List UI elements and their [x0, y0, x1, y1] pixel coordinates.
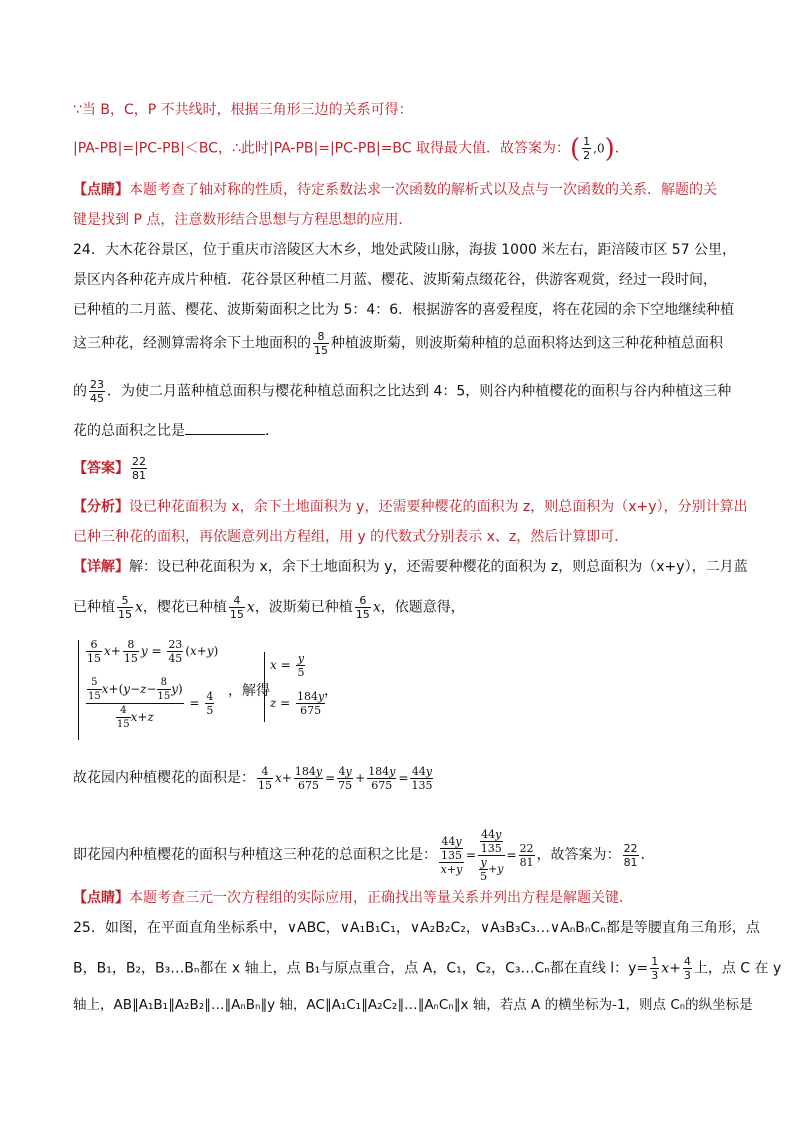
answer-line: 【答案】 $\frac{22}{81}$	[73, 455, 146, 482]
question-line: 景区内各种花卉成片种植．花谷景区种植二月蓝、樱花、波斯菊点缀花谷，供游客观赏，经过一段时间，	[73, 272, 717, 288]
solution-x: x = $\frac{y}{5}$	[270, 652, 305, 679]
solution-line: 【详解】解：设已种花面积为 x，余下土地面积为 y，还需要种樱花的面积为 z，则总面积为（x+y），二月蓝	[73, 559, 748, 575]
question-line: 花的总面积之比是 ．	[73, 420, 723, 441]
fraction: $\frac{1}{3}$	[651, 955, 659, 982]
fraction: $\frac{23}{45}$	[90, 378, 104, 405]
question-line: 的 $\frac{23}{45}$ ．为使二月蓝种植总面积与樱花种植总面积之比达到 4：5，则谷内种植樱花的面积与谷内种植这三种	[73, 378, 732, 405]
fraction: $\frac{22}{81}$	[623, 841, 638, 869]
left-brace	[78, 640, 79, 740]
fraction: $\frac{8}{15}$	[314, 330, 328, 357]
fraction: $\frac{6}{15}$	[355, 594, 370, 621]
area-line: 故花园内种植樱花的面积是： $\frac{4}{15}$ x+ $\frac{184y}{675}$ = $\frac{4y}{75}$ + $\frac{184y}{675}$ = $\frac{44y}{135}$	[73, 765, 433, 792]
solution-z: z = $\frac{184y}{675}$	[270, 690, 325, 717]
question-line: 这三种花，经测算需将余下土地面积的 $\frac{8}{15}$ 种植波斯菊，则波斯菊种植的总面积将达到这三种花种植总面积	[73, 330, 723, 357]
analysis-line: 【分析】设已种花面积为 x，余下土地面积为 y，还需要种樱花的面积为 z，则总面积为（x+y），分别计算出	[73, 499, 748, 515]
analysis-line: 已种三种花的面积，再依题意列出方程组，用 y 的代数式分别表示 x、z，然后计算即可．	[73, 529, 629, 545]
note-line: 键是找到 P 点，注意数形结合思想与方程思想的应用．	[73, 212, 413, 228]
fraction: $\frac{5}{15}$	[118, 594, 132, 621]
solve-label: ，解得	[228, 683, 270, 699]
note-line: 【点睛】本题考查了轴对称的性质，待定系数法求一次函数的解析式以及点与一次函数的关系．解题的关	[73, 182, 717, 198]
equation-2: $\frac{5}{15}$ x+(y−z− $\frac{8}{15}$ y) $\frac{4}{15}$ x+z = $\frac{4}{5}$	[88, 677, 214, 730]
equation-1: $\frac{6}{15}$ x+ $\frac{8}{15}$ y = $\frac{23}{45}$ (x+y)	[87, 638, 219, 665]
question-line: 25．如图，在平面直角坐标系中，∨ABC，∨A₁B₁C₁，∨A₂B₂C₂，∨A₃B₃C₃…∨AₙBₙCₙ都是等腰直角三角形，点	[73, 920, 760, 936]
text-line: ∵当 B，C，P 不共线时，根据三角形三边的关系可得：	[73, 102, 413, 118]
fraction: $\frac{4}{3}$	[683, 955, 691, 982]
question-line: B，B₁，B₂，B₃…Bₙ都在 x 轴上，点 B₁与原点重合，点 A，C₁，C₂，C₃…Cₙ都在直线 l：y= $\frac{1}{3}$ x+ $\frac{4}{3}$ 上，点 C 在 y	[73, 955, 782, 982]
answer-paren: (	[570, 133, 581, 164]
fraction: $\frac{1}{2}$	[583, 135, 591, 162]
question-line: 24．大木花谷景区，位于重庆市涪陵区大木乡，地处武陵山脉，海拔 1000 米左右，距涪陵市区 57 公里，	[73, 242, 737, 258]
note-line: 【点睛】本题考查三元一次方程组的实际应用，正确找出等量关系并列出方程是解题关键．	[73, 890, 633, 906]
fraction: $\frac{4}{15}$	[229, 594, 244, 621]
answer-line: |PA-PB|=|PC-PB|＜BC，∴此时|PA-PB|=|PC-PB|=BC 取得最大值．故答案为：( $\frac{1}{2}$ ,0)．	[73, 133, 629, 164]
solution-line: 已种植 $\frac{5}{15}$ x，樱花已种植 $\frac{4}{15}$ x，波斯菊已种植 $\frac{6}{15}$ x，依题意得，	[73, 594, 465, 621]
fraction: $\frac{22}{81}$	[132, 455, 146, 482]
question-line: 轴上，AB∥A₁B₁∥A₂B₂∥…∥AₙBₙ∥y 轴，AC∥A₁C₁∥A₂C₂∥…∥AₙCₙ∥x 轴，若点 A 的横坐标为-1，则点 Cₙ的纵坐标是	[73, 997, 753, 1013]
answer-blank	[185, 420, 265, 435]
right-brace	[264, 652, 265, 722]
ratio-line: 即花园内种植樱花的面积与种植这三种花的总面积之比是： $\frac{\frac{44y}{135}}{x+y}$ = $\frac{44y}{135}$ $\frac{y}{5}$ +y = $\frac{22}{81}$ ，故答案为： $\frac{22}{81}$ ．	[73, 828, 655, 883]
question-line: 已种植的二月蓝、樱花、波斯菊面积之比为 5：4：6．根据游客的喜爱程度，将在花园的余下空地继续种植	[73, 302, 735, 318]
